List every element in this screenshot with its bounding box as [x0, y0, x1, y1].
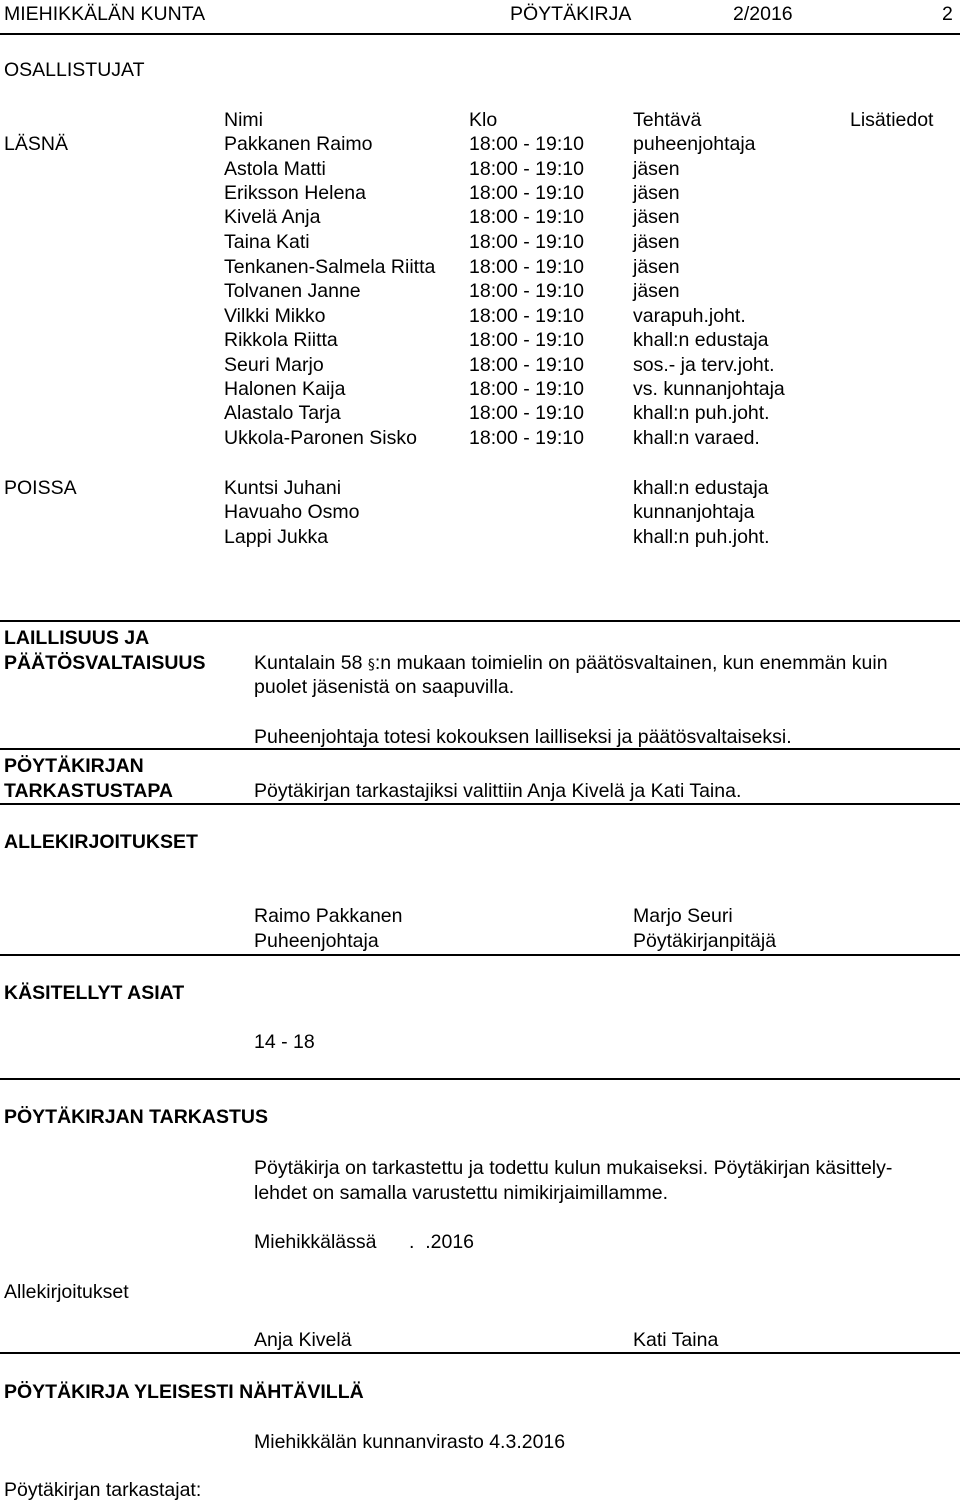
present-name: Tolvanen Janne: [224, 280, 361, 302]
present-role: khall:n puh.joht.: [633, 402, 770, 424]
present-role: jäsen: [633, 182, 680, 204]
minutes-review-text-line1: Pöytäkirja on tarkastettu ja todettu kulun mukaiseksi. Pöytäkirjan käsittely-: [254, 1157, 893, 1179]
secretary-name: Marjo Seuri: [633, 905, 733, 927]
reviewer-2-name: Kati Taina: [633, 1329, 719, 1351]
chair-title: Puheenjohtaja: [254, 930, 379, 952]
present-time: 18:00 - 19:10: [469, 231, 584, 253]
present-time: 18:00 - 19:10: [469, 305, 584, 327]
absent-role: khall:n puh.joht.: [633, 526, 770, 548]
legality-text-line2: puolet jäsenistä on saapuvilla.: [254, 676, 515, 698]
present-time: 18:00 - 19:10: [469, 402, 584, 424]
review-method-text: Pöytäkirjan tarkastajiksi valittiin Anja Kivelä ja Kati Taina.: [254, 780, 742, 802]
present-role: jäsen: [633, 256, 680, 278]
legality-text-line1-pre: Kuntalain 58: [254, 652, 368, 674]
present-role: khall:n varaed.: [633, 427, 760, 449]
column-header-info: Lisätiedot: [850, 109, 934, 131]
present-name: Eriksson Helena: [224, 182, 366, 204]
absent-label: POISSA: [4, 477, 77, 499]
present-name: Ukkola-Paronen Sisko: [224, 427, 417, 449]
present-name: Kivelä Anja: [224, 206, 321, 228]
chair-name: Raimo Pakkanen: [254, 905, 403, 927]
present-time: 18:00 - 19:10: [469, 329, 584, 351]
matters-divider: [0, 954, 960, 956]
present-time: 18:00 - 19:10: [469, 182, 584, 204]
legality-label-line1: LAILLISUUS JA: [4, 627, 150, 649]
minutes-review-heading: PÖYTÄKIRJAN TARKASTUS: [4, 1106, 268, 1128]
present-role: sos.- ja terv.joht.: [633, 354, 775, 376]
present-name: Taina Kati: [224, 231, 310, 253]
present-label: LÄSNÄ: [4, 133, 68, 155]
document-type: PÖYTÄKIRJA: [510, 3, 632, 25]
present-name: Tenkanen-Salmela Riitta: [224, 256, 436, 278]
present-name: Pakkanen Raimo: [224, 133, 373, 155]
absent-role: khall:n edustaja: [633, 477, 769, 499]
matters-heading: KÄSITELLYT ASIAT: [4, 982, 185, 1004]
present-time: 18:00 - 19:10: [469, 280, 584, 302]
legality-label-line2: PÄÄTÖSVALTAISUUS: [4, 652, 206, 674]
matters-range: 14 - 18: [254, 1031, 315, 1053]
absent-name: Havuaho Osmo: [224, 501, 360, 523]
minutes-review-divider: [0, 1078, 960, 1080]
public-display-place-date: Miehikkälän kunnanvirasto 4.3.2016: [254, 1431, 566, 1453]
present-name: Seuri Marjo: [224, 354, 324, 376]
present-time: 18:00 - 19:10: [469, 378, 584, 400]
column-header-name: Nimi: [224, 109, 263, 131]
present-role: varapuh.joht.: [633, 305, 746, 327]
present-time: 18:00 - 19:10: [469, 427, 584, 449]
header-divider: [0, 33, 960, 35]
present-role: vs. kunnanjohtaja: [633, 378, 785, 400]
column-header-role: Tehtävä: [633, 109, 702, 131]
attendance-heading: OSALLISTUJAT: [4, 59, 145, 81]
column-header-time: Klo: [469, 109, 498, 131]
present-name: Astola Matti: [224, 158, 326, 180]
present-name: Alastalo Tarja: [224, 402, 341, 424]
present-role: khall:n edustaja: [633, 329, 769, 351]
municipality-name: MIEHIKKÄLÄN KUNTA: [4, 3, 206, 25]
legality-text-line1-post: :n mukaan toimielin on päätösvaltainen, kun enemmän kuin: [374, 652, 888, 674]
public-display-heading: PÖYTÄKIRJA YLEISESTI NÄHTÄVILLÄ: [4, 1381, 364, 1403]
present-time: 18:00 - 19:10: [469, 206, 584, 228]
present-name: Vilkki Mikko: [224, 305, 326, 327]
present-role: jäsen: [633, 206, 680, 228]
review-method-label-line1: PÖYTÄKIRJAN: [4, 755, 144, 777]
present-time: 18:00 - 19:10: [469, 158, 584, 180]
present-time: 18:00 - 19:10: [469, 256, 584, 278]
secretary-title: Pöytäkirjanpitäjä: [633, 930, 777, 952]
section-sign: §: [367, 657, 375, 673]
present-name: Rikkola Riitta: [224, 329, 338, 351]
absent-name: Lappi Jukka: [224, 526, 329, 548]
present-time: 18:00 - 19:10: [469, 354, 584, 376]
present-role: jäsen: [633, 231, 680, 253]
minutes-review-place-date: Miehikkälässä . .2016: [254, 1231, 475, 1253]
public-display-divider: [0, 1352, 960, 1354]
present-time: 18:00 - 19:10: [469, 133, 584, 155]
minutes-review-text-line2: lehdet on samalla varustettu nimikirjaimillamme.: [254, 1182, 668, 1204]
absent-name: Kuntsi Juhani: [224, 477, 342, 499]
legality-divider: [0, 620, 960, 622]
legality-text-line1: [254, 651, 888, 677]
signatures-label: Allekirjoitukset: [4, 1281, 129, 1303]
signatures-heading: ALLEKIRJOITUKSET: [4, 831, 198, 853]
absent-role: kunnanjohtaja: [633, 501, 755, 523]
signatures-divider: [0, 803, 960, 805]
review-method-divider: [0, 748, 960, 750]
reviewer-1-name: Anja Kivelä: [254, 1329, 352, 1351]
legality-text-line3: Puheenjohtaja totesi kokouksen lailliseksi ja päätösvaltaiseksi.: [254, 726, 792, 748]
present-role: puheenjohtaja: [633, 133, 756, 155]
present-name: Halonen Kaija: [224, 378, 346, 400]
present-role: jäsen: [633, 280, 680, 302]
reviewers-label: Pöytäkirjan tarkastajat:: [4, 1479, 202, 1501]
review-method-label-line2: TARKASTUSTAPA: [4, 780, 173, 802]
present-role: jäsen: [633, 158, 680, 180]
document-number: 2/2016: [733, 3, 793, 25]
page-number: 2: [942, 3, 953, 25]
